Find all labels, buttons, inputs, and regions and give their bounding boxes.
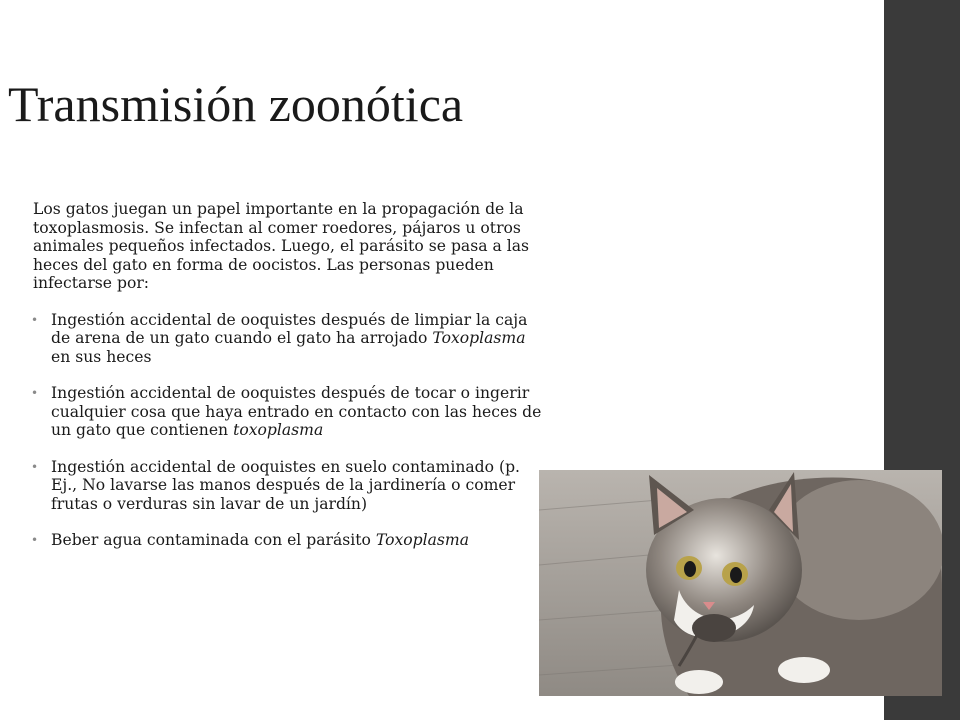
cat-paw-left (675, 670, 723, 694)
bullet-item (33, 384, 543, 440)
bullet-item (33, 531, 543, 550)
bullet-list (33, 311, 543, 550)
cat-pupil-right (730, 567, 742, 583)
bullet-item (33, 458, 543, 514)
cat-illustration (539, 470, 942, 696)
cat-pupil-left (684, 561, 696, 577)
bullet-text: Ingestión accidental de ooquistes después de tocar o ingerir cualquier cosa que haya entrado en contacto con las heces de un gato que contienen (51, 384, 542, 439)
bullet-emphasis: Toxoplasma (375, 531, 470, 549)
cat-with-mouse-photo (539, 470, 942, 696)
slide-title: Transmisión zoonótica (8, 76, 464, 132)
bullet-emphasis: Toxoplasma (432, 329, 526, 347)
bullet-item (33, 311, 543, 367)
bullet-text: Ingestión accidental de ooquistes después de limpiar la caja de arena de un gato cuando el gato ha arrojado (51, 310, 528, 347)
bullet-icon: • (31, 459, 39, 474)
slide-body (33, 200, 543, 568)
cat-fur-back (774, 480, 942, 620)
bullet-icon: • (31, 386, 39, 400)
bullet-emphasis: toxoplasma (233, 421, 324, 439)
mouse-body (692, 614, 736, 642)
bullet-icon: • (31, 533, 39, 547)
cat-paw-right (778, 657, 830, 683)
bullet-text: Ingestión accidental de ooquistes en suelo contaminado (p. Ej., No lavarse las manos después de la jardinería o comer frutas o verduras sin lavar de un jardín) (51, 457, 521, 513)
bullet-text: Beber agua contaminada con el parásito (51, 531, 376, 549)
bullet-text-after: en sus heces (51, 347, 152, 366)
intro-paragraph: Los gatos juegan un papel importante en la propagación de la toxoplasmosis. Se infectan al comer roedores, pájaros u otros animales pequeños infectados. Luego, el parásito se pasa a las heces del gato en forma de oocistos. Las personas pueden infectarse por: (33, 200, 530, 292)
bullet-icon: • (31, 312, 39, 327)
